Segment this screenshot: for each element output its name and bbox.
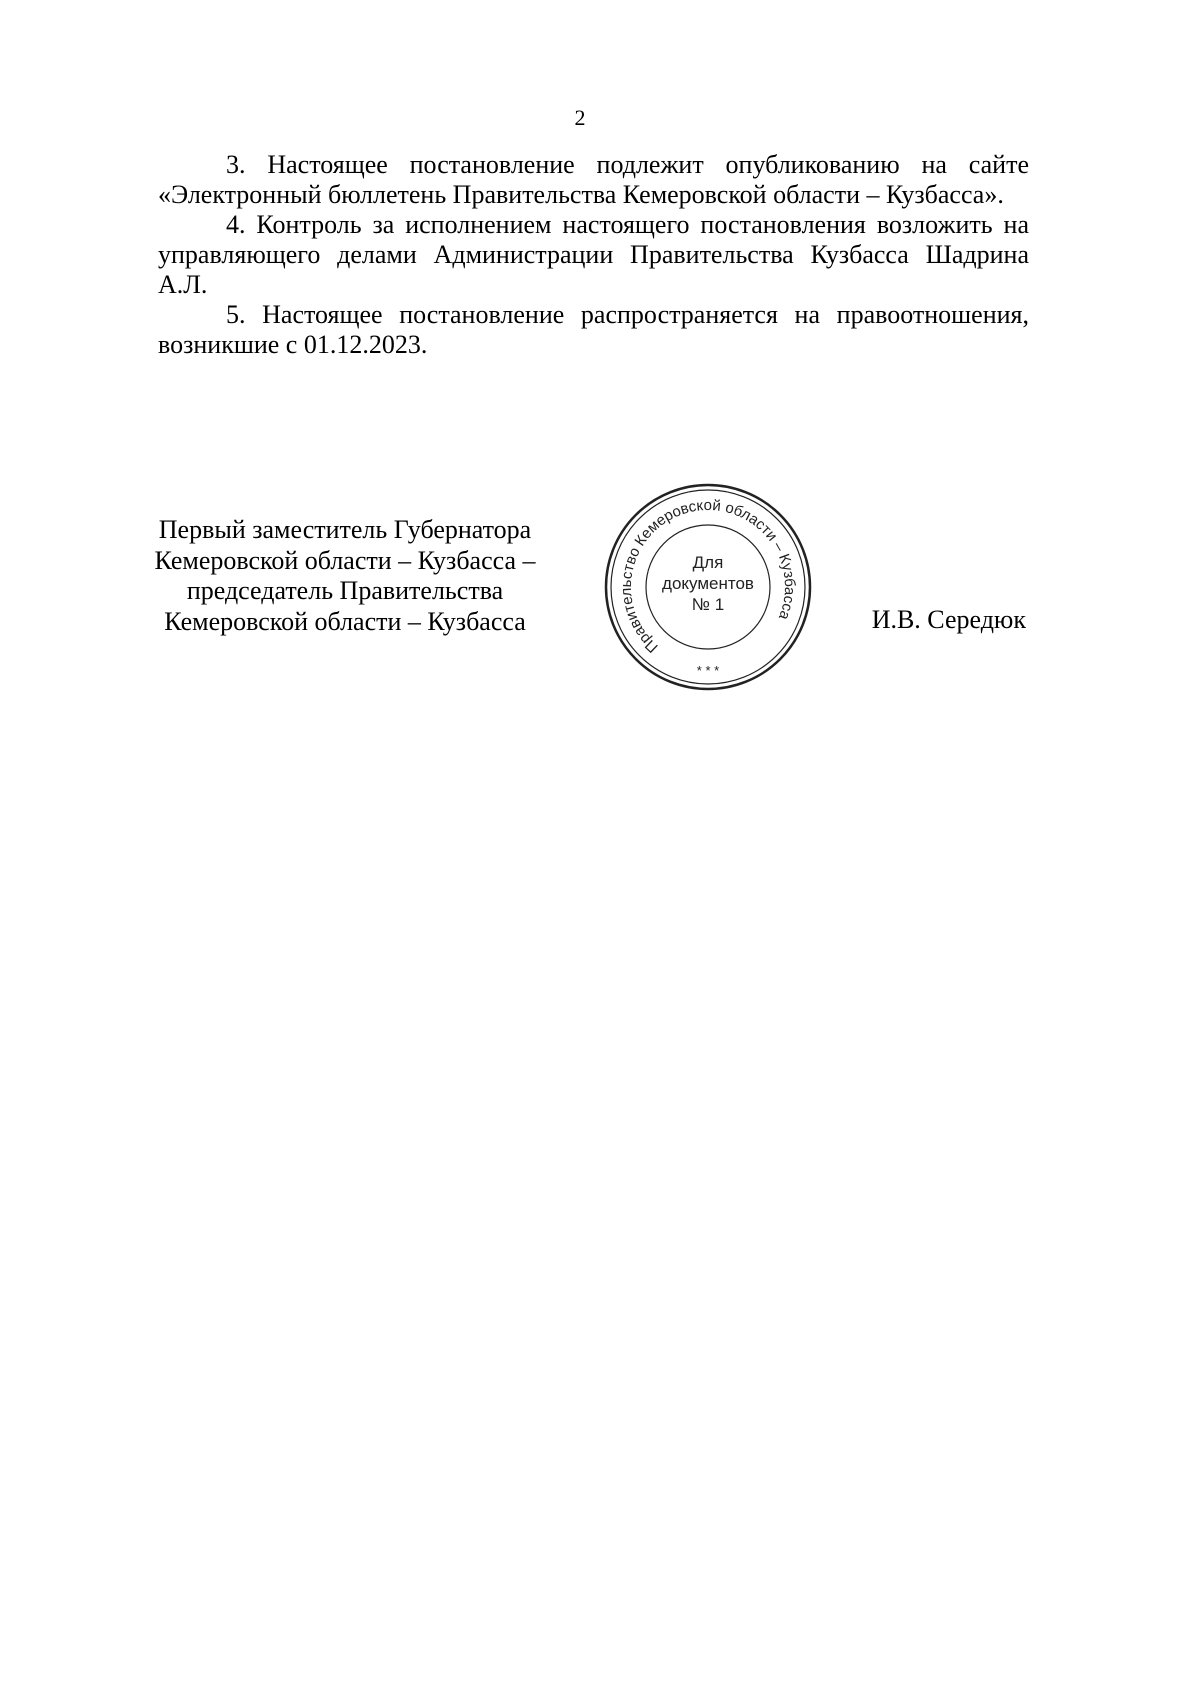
document-body	[158, 150, 1029, 360]
signatory-title-line: Первый заместитель Губернатора	[158, 515, 532, 544]
official-seal	[603, 482, 813, 692]
signatory-title-line: Кемеровской области – Кузбасса –	[154, 545, 536, 575]
page-number: 2	[574, 105, 586, 130]
seal-center-line: № 1	[691, 595, 725, 614]
signatory-title-line: Кемеровской области – Кузбасса	[164, 606, 526, 636]
signatory-name: И.В. Середюк	[871, 605, 1026, 634]
seal-center-line: Для	[692, 553, 724, 572]
paragraph-3: 3. Настоящее постановление подлежит опубликованию на сайте «Электронный бюллетень Правительства Кемеровской области – Кузбасса».	[158, 150, 1029, 209]
seal-center-line: документов	[662, 574, 754, 593]
seal-stars: * * *	[696, 663, 720, 678]
seal-ring-text-path: Правительство Кемеровской области – Кузбасса	[617, 496, 799, 656]
paragraph-5: 5. Настоящее постановление распространяется на правоотношения, возникшие с 01.12.2023.	[158, 300, 1029, 359]
signatory-title-line: председатель Правительства	[186, 576, 504, 605]
paragraph-4: 4. Контроль за исполнением настоящего постановления возложить на управляющего делами Администрации Правительства Кузбасса Шадрина А.Л.	[158, 210, 1029, 299]
signatory-title	[145, 515, 545, 637]
